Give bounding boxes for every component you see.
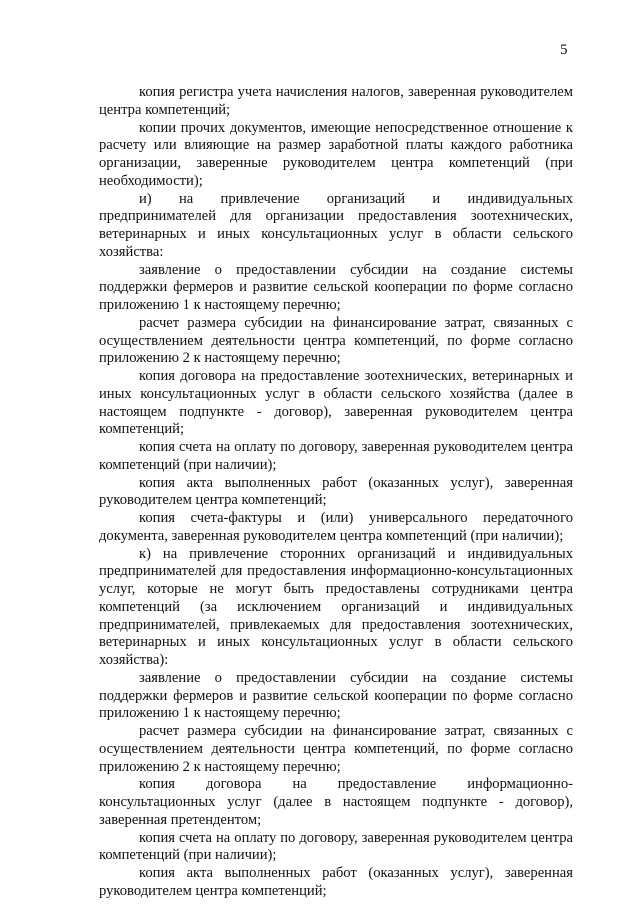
- page-number: 5: [560, 42, 568, 58]
- paragraph: расчет размера субсидии на финансирование затрат, связанных с осуществлением деятельности центра компетенций, по форме согласно приложению 2 к настоящему перечню;: [99, 723, 573, 775]
- paragraph: копии прочих документов, имеющие непосредственное отношение к расчету или влияющие на размер заработной платы каждого работника организации, заверенные руководителем центра компетенций (при необходимости);: [99, 119, 573, 189]
- paragraph: к) на привлечение сторонних организаций и индивидуальных предпринимателей для предоставления информационно-консультационных услуг, которые не могут быть предоставлены сотрудниками центра компетенций (за исключением организаций и индивидуальных предпринимателей, привлекаемых для предоставления зоотехнических, ветеринарных и иных консультационных услуг в области сельского хозяйства):: [99, 545, 573, 668]
- paragraph: копия договора на предоставление информационно-консультационных услуг (далее в настоящем подпункте - договор), заверенная претендентом;: [99, 776, 573, 828]
- paragraph: копия договора на предоставление зоотехнических, ветеринарных и иных консультационных услуг в области сельского хозяйства (далее в настоящем подпункте - договор), заверенная руководителем центра компетенций;: [99, 368, 573, 438]
- paragraph: копия акта выполненных работ (оказанных услуг), заверенная руководителем центра компетенций;: [99, 865, 573, 899]
- paragraph: копия акта выполненных работ (оказанных услуг), заверенная руководителем центра компетенций;: [99, 474, 573, 509]
- paragraph: копия регистра учета начисления налогов, заверенная руководителем центра компетенций;: [99, 84, 573, 118]
- paragraph: копия счета на оплату по договору, заверенная руководителем центра компетенций (при наличии);: [99, 829, 573, 864]
- paragraph: копия счета-фактуры и (или) универсального передаточного документа, заверенная руководителем центра компетенций (при наличии);: [99, 510, 573, 544]
- paragraph: расчет размера субсидии на финансирование затрат, связанных с осуществлением деятельности центра компетенций, по форме согласно приложению 2 к настоящему перечню;: [99, 314, 573, 367]
- paragraph: и) на привлечение организаций и индивидуальных предпринимателей для организации предоставления зоотехнических, ветеринарных и иных консультационных услуг в области сельского хозяйства:: [99, 190, 573, 260]
- paragraph: копия счета на оплату по договору, заверенная руководителем центра компетенций (при наличии);: [99, 439, 573, 473]
- paragraph: заявление о предоставлении субсидии на создание системы поддержки фермеров и развитие сельской кооперации по форме согласно приложению 1 к настоящему перечню;: [99, 261, 573, 313]
- paragraph: заявление о предоставлении субсидии на создание системы поддержки фермеров и развитие сельской кооперации по форме согласно приложению 1 к настоящему перечню;: [99, 669, 573, 722]
- document-body: [99, 84, 573, 901]
